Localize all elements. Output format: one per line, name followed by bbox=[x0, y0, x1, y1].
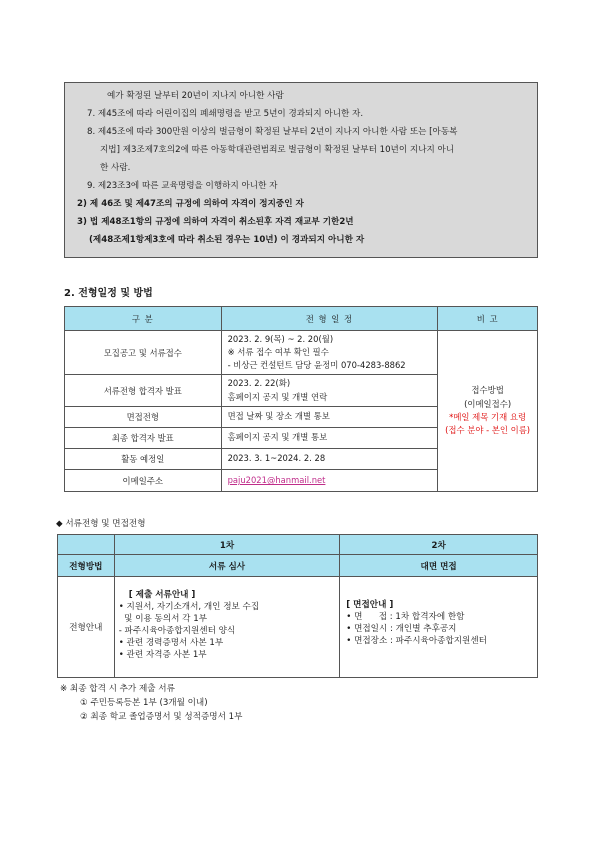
row-label: 최종 합격자 발표 bbox=[65, 428, 222, 449]
note-red-line: *메일 제목 기재 요령 bbox=[449, 412, 527, 422]
int-item: • 면접장소 : 파주시육아종합지원센터 bbox=[346, 636, 487, 647]
row-label: 서류전형 합격자 발표 bbox=[65, 375, 222, 407]
schedule-table bbox=[64, 306, 538, 492]
table-row bbox=[65, 331, 538, 375]
table-row bbox=[58, 577, 538, 678]
doc-item: • 관련 경력증명서 사본 1부 bbox=[118, 638, 224, 649]
final-doc-item: ① 주민등록등본 1부 (3개월 이내) bbox=[80, 697, 208, 708]
doc-item: - 파주시육아종합지원센터 양식 bbox=[118, 626, 236, 637]
method-round2: 대면 면접 bbox=[340, 555, 538, 577]
content-line: ※ 서류 접수 여부 확인 필수 bbox=[227, 346, 329, 357]
method-label: 전형방법 bbox=[58, 555, 115, 577]
eligibility-bold-line: (제48조제1항제3호에 따라 취소된 경우는 10년) 이 경과되지 아니한 자 bbox=[89, 235, 365, 245]
table-row bbox=[58, 555, 538, 577]
email-link[interactable]: paju2021@hanmail.net bbox=[227, 474, 326, 485]
header-round1: 1차 bbox=[114, 535, 340, 555]
doc-item: • 관련 자격증 사본 1부 bbox=[118, 650, 207, 661]
content-line: 2023. 2. 22(화) bbox=[227, 378, 291, 389]
screening-title: ◆ 서류전형 및 면접전형 bbox=[56, 519, 146, 529]
eligibility-line: 예가 확정된 날부터 20년이 지나지 아니한 사람 bbox=[107, 91, 284, 101]
doc-heading: [ 제출 서류안내 ] bbox=[128, 590, 196, 600]
int-heading: [ 면접안내 ] bbox=[346, 600, 394, 610]
int-item: • 면접일시 : 개인별 추후공지 bbox=[346, 624, 457, 635]
eligibility-bold-line: 3) 법 제48조1항의 규정에 의하여 자격이 취소된후 자격 재교부 기한2년 bbox=[77, 217, 354, 227]
eligibility-line: 8. 제45조에 따라 300만원 이상의 벌금형이 확정된 날부터 2년이 지나지 아니한 사람 또는 [아동복 bbox=[87, 127, 458, 137]
final-docs-title: ※ 최종 합격 시 추가 제출 서류 bbox=[60, 684, 175, 694]
doc-item: 및 이용 동의서 각 1부 bbox=[118, 614, 207, 625]
header-category: 구 분 bbox=[65, 307, 222, 331]
header-schedule: 전 형 일 정 bbox=[221, 307, 438, 331]
note-line: 접수방법 bbox=[471, 385, 504, 396]
eligibility-bold-line: 2) 제 46조 및 제47조의 규정에 의하여 자격이 정지중인 자 bbox=[77, 199, 304, 209]
header-empty bbox=[58, 535, 115, 555]
final-doc-item: ② 최종 학교 졸업증명서 및 성적증명서 1부 bbox=[80, 711, 243, 722]
guide-label: 전형안내 bbox=[58, 577, 115, 678]
row-label: 면접전형 bbox=[65, 407, 222, 428]
eligibility-line: 9. 제23조3에 따른 교육명령을 이행하지 아니한 자 bbox=[87, 181, 278, 191]
row-label: 활동 예정일 bbox=[65, 449, 222, 470]
content-line: 홈페이지 공지 및 개별 연락 bbox=[227, 391, 328, 402]
row-content: 2023. 3. 1~2024. 2. 28 bbox=[221, 449, 438, 470]
header-remarks: 비 고 bbox=[438, 307, 538, 331]
interview-guide bbox=[340, 577, 538, 678]
doc-item: • 지원서, 자기소개서, 개인 정보 수집 bbox=[118, 602, 260, 613]
row-content: 면접 날짜 및 장소 개별 통보 bbox=[221, 407, 438, 428]
screening-table bbox=[57, 534, 538, 678]
final-docs bbox=[60, 683, 242, 724]
row-content bbox=[221, 331, 438, 375]
eligibility-line: 지법] 제3조제7호의2에 따른 아동학대관련범죄로 벌금형이 확정된 날부터 10년이 지나지 아니 bbox=[100, 145, 455, 155]
section-title: 2. 전형일정 및 방법 bbox=[64, 288, 153, 299]
eligibility-line: 7. 제45조에 따라 어린이집의 폐쇄명령을 받고 5년이 경과되지 아니한 자. bbox=[87, 109, 364, 119]
row-label: 모집공고 및 서류접수 bbox=[65, 331, 222, 375]
note-red-line: (접수 분야 - 본인 이름) bbox=[445, 425, 531, 436]
eligibility-line: 한 사람. bbox=[100, 163, 131, 173]
content-line: 2023. 2. 9(목) ~ 2. 20(월) bbox=[227, 333, 334, 344]
row-content bbox=[221, 375, 438, 407]
table-row bbox=[58, 535, 538, 555]
row-label: 이메일주소 bbox=[65, 470, 222, 492]
method-round1: 서류 심사 bbox=[114, 555, 340, 577]
int-item: • 면 접 : 1차 합격자에 한함 bbox=[346, 612, 465, 623]
document-guide bbox=[114, 577, 340, 678]
row-content bbox=[221, 470, 438, 492]
header-round2: 2차 bbox=[340, 535, 538, 555]
row-content: 홈페이지 공지 및 개별 통보 bbox=[221, 428, 438, 449]
remarks-cell bbox=[438, 331, 538, 492]
note-line: (이메일접수) bbox=[464, 398, 512, 409]
eligibility-box bbox=[64, 82, 538, 258]
content-line: - 비상근 컨설턴트 담당 윤정미 070-4283-8862 bbox=[227, 360, 406, 370]
